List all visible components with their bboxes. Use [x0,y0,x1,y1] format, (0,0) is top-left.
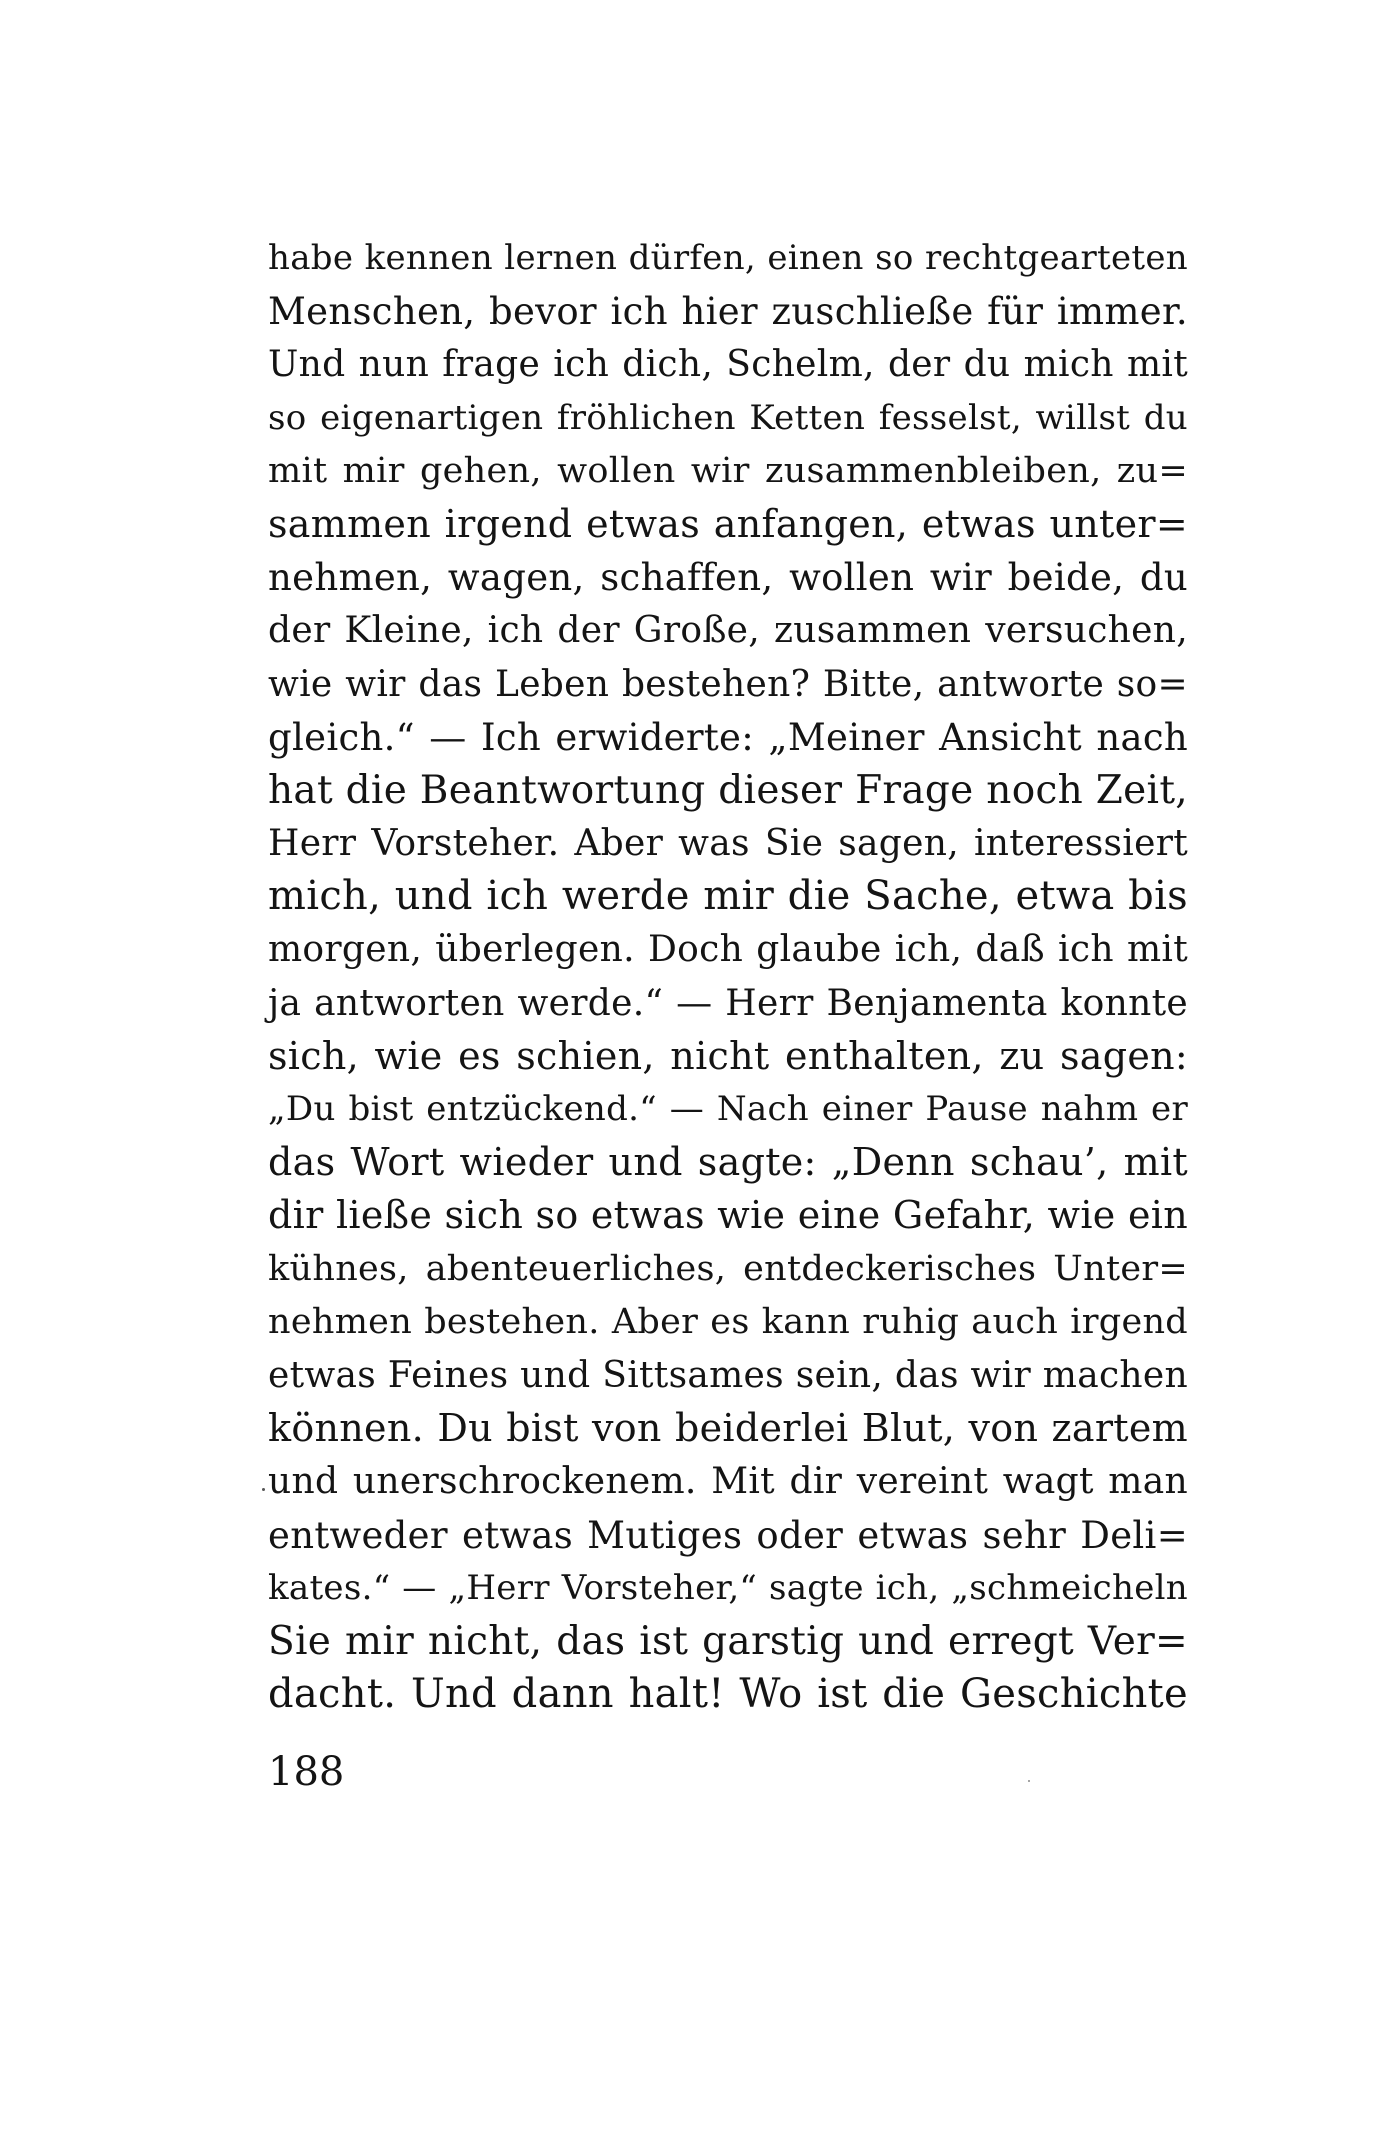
text-line: so eigenartigen fröhlichen Ketten fesselst, willst du [268,397,1188,438]
text-line: das Wort wieder und sagte: „Denn schau’, mit [268,1140,1188,1185]
text-line: und unerschrockenem. Mit dir vereint wagt man [268,1461,1188,1503]
text-line: morgen, überlegen. Doch glaube ich, daß ich mit [268,929,1188,971]
text-line: ja antworten werde.“ — Herr Benjamenta konnte [268,982,1188,1024]
text-line: können. Du bist von beiderlei Blut, von zartem [268,1406,1188,1451]
text-line: habe kennen lernen dürfen, einen so rechtgearteten [268,238,1188,278]
print-speck [1028,1780,1030,1782]
text-line: Menschen, bevor ich hier zuschließe für immer. [268,290,1188,334]
text-line: mich, und ich werde mir die Sache, etwa bis [268,873,1188,920]
print-speck [262,1488,265,1491]
text-line: sammen irgend etwas anfangen, etwas unter= [268,501,1188,546]
text-line: der Kleine, ich der Große, zusammen versuchen, [268,610,1188,652]
text-line: nehmen, wagen, schaffen, wollen wir beide, du [268,556,1188,600]
text-line: dacht. Und dann halt! Wo ist die Geschichte [268,1671,1188,1718]
text-line: hat die Beantwortung dieser Frage noch Zeit, [268,767,1188,813]
text-line: kühnes, abenteuerliches, entdeckerisches Unter= [268,1248,1188,1289]
body-text [268,232,1188,1721]
text-line: sich, wie es schien, nicht enthalten, zu sagen: [268,1033,1188,1078]
text-line: entweder etwas Mutiges oder etwas sehr Deli= [268,1513,1188,1557]
text-line: Und nun frage ich dich, Schelm, der du mich mit [268,344,1188,386]
text-line: „Du bist entzückend.“ — Nach einer Pause nahm er [268,1089,1188,1129]
text-line: mit mir gehen, wollen wir zusammenbleiben, zu= [268,450,1188,491]
text-line: etwas Feines und Sittsames sein, das wir machen [268,1354,1188,1396]
text-line: kates.“ — „Herr Vorsteher,“ sagte ich, „schmeicheln [268,1567,1188,1608]
text-line: gleich.“ — Ich erwiderte: „Meiner Ansicht nach [268,715,1188,759]
page-number: 188 [268,1749,345,1795]
text-line: Sie mir nicht, das ist garstig und erregt Ver= [268,1618,1188,1664]
text-line: nehmen bestehen. Aber es kann ruhig auch irgend [268,1301,1188,1342]
text-line: Herr Vorsteher. Aber was Sie sagen, interessiert [268,823,1188,865]
text-line: wie wir das Leben bestehen? Bitte, antworte so= [268,663,1188,705]
text-line: dir ließe sich so etwas wie eine Gefahr, wie ein [268,1193,1188,1238]
